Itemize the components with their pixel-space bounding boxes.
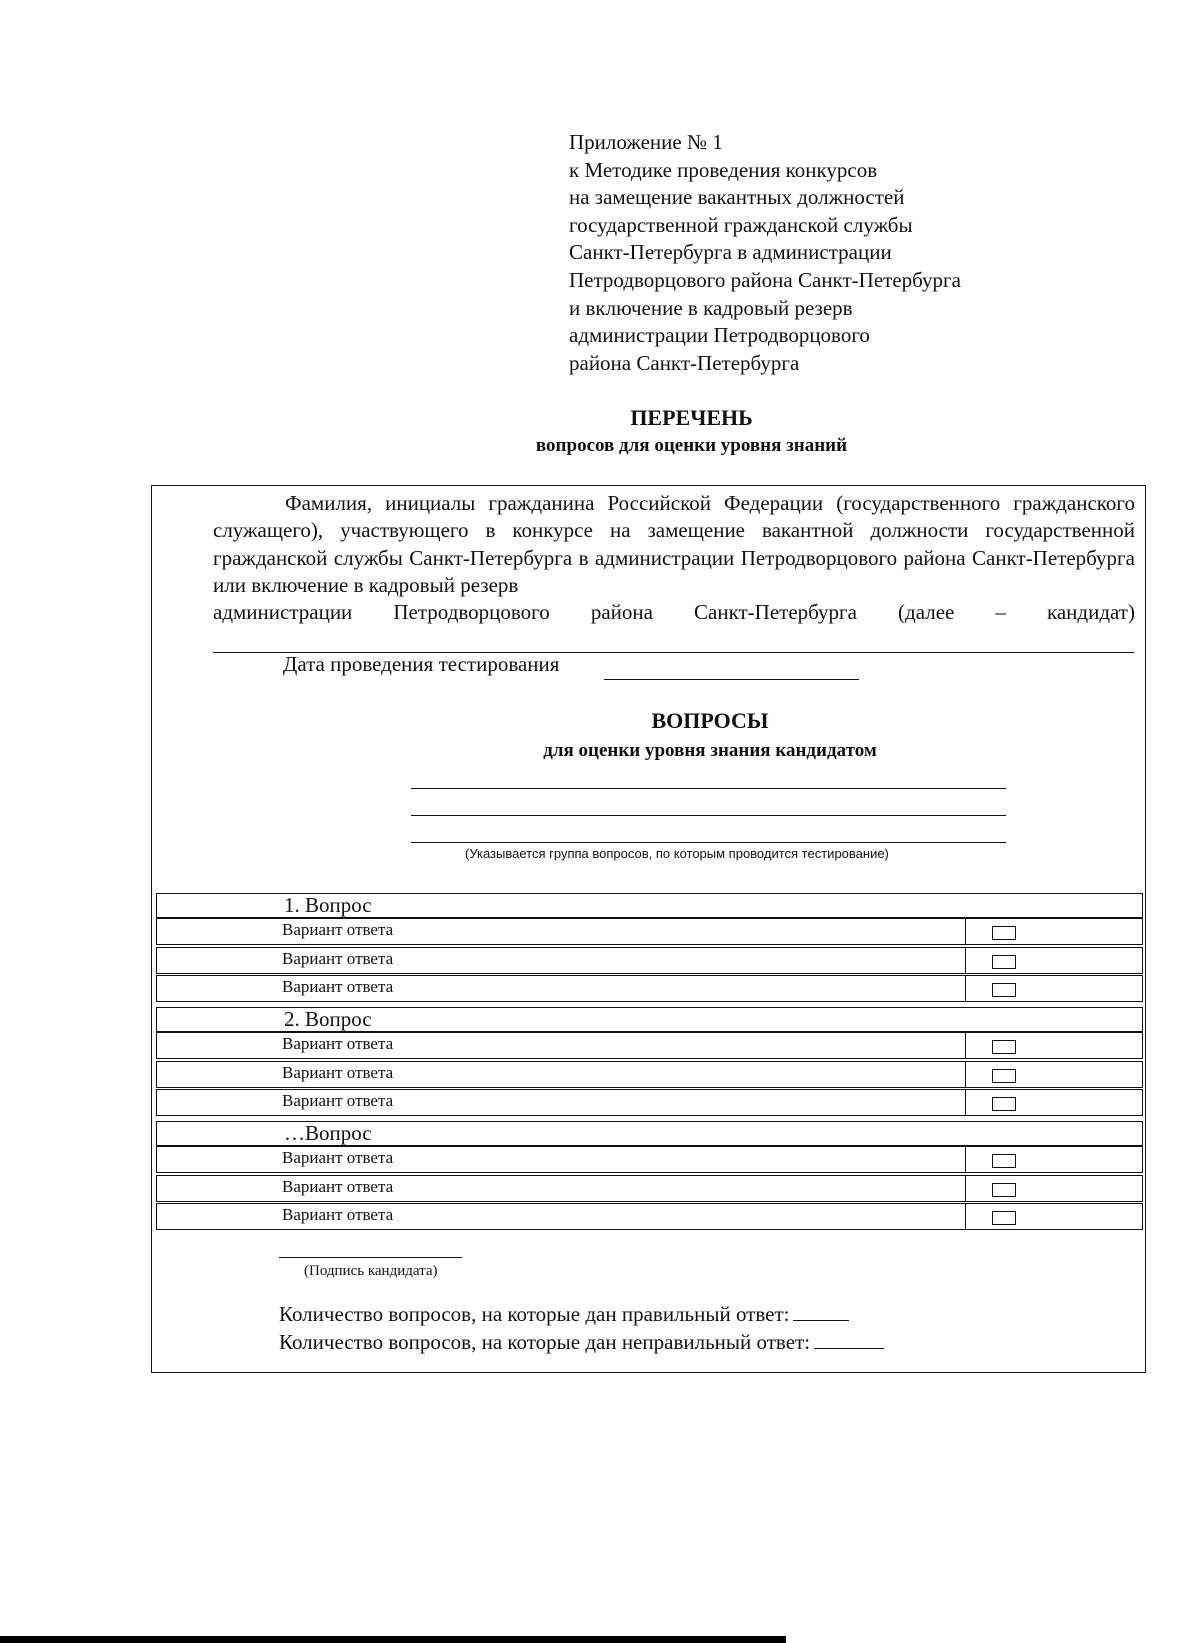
question-group-line[interactable] [411, 842, 1006, 843]
signature-line[interactable] [279, 1257, 462, 1258]
appendix-line: Приложение № 1 [569, 130, 723, 154]
column-divider [965, 1089, 966, 1116]
intro-last-line [213, 599, 1135, 626]
wrong-count-label: Количество вопросов, на которые дан неправильный ответ: [279, 1330, 811, 1354]
appendix-line: и включение в кадровый резерв [569, 295, 853, 320]
appendix-line: к Методике проведения конкурсов [569, 157, 878, 182]
intro-paragraph: Фамилия, инициалы гражданина Российской Федерации (государственного гражданского служащего), участвующего в конкурсе на замещение вакантной должности государственной гражданской службы Санкт-Петербурга в администрации Петродворцового района Санкт-Петербурга или включение в кадровый резерв [213, 491, 1135, 597]
wrong-count-field[interactable] [814, 1330, 884, 1349]
answer-checkbox[interactable] [992, 1097, 1016, 1111]
appendix-line: на замещение вакантных должностей [569, 185, 905, 210]
test-date-line[interactable] [604, 679, 859, 680]
column-divider [965, 1146, 966, 1173]
column-divider [965, 918, 966, 945]
column-divider [965, 975, 966, 1002]
document-title: ПЕРЕЧЕНЬ [630, 405, 753, 430]
wrong-count [279, 1330, 884, 1355]
answer-row [156, 918, 1143, 945]
answer-row [156, 1089, 1143, 1116]
question-label: 2. Вопрос [284, 1007, 372, 1031]
answer-label: Вариант ответа [282, 1177, 394, 1196]
answer-checkbox[interactable] [992, 1154, 1016, 1168]
answer-row [156, 1203, 1143, 1230]
answer-row [156, 1146, 1143, 1173]
question-row [156, 1007, 1143, 1032]
appendix-header [569, 129, 1089, 377]
document-subtitle: вопросов для оценки уровня знаний [535, 435, 848, 456]
correct-count-field[interactable] [793, 1302, 849, 1321]
answer-checkbox[interactable] [992, 926, 1016, 940]
questions-title: ВОПРОСЫ [651, 708, 769, 733]
candidate-intro [213, 490, 1135, 626]
test-date [283, 652, 559, 677]
answer-label: Вариант ответа [282, 1063, 394, 1082]
answer-row [156, 1061, 1143, 1088]
answer-checkbox[interactable] [992, 1069, 1016, 1083]
appendix-line: Санкт-Петербурга в администрации [569, 240, 892, 265]
answer-label: Вариант ответа [282, 977, 394, 996]
test-date-label: Дата проведения тестирования [283, 652, 560, 676]
intro-word: района [590, 600, 653, 625]
intro-word: – [995, 600, 1006, 625]
column-divider [965, 1032, 966, 1059]
question-group-line[interactable] [411, 815, 1006, 816]
answer-row [156, 1032, 1143, 1059]
answer-label: Вариант ответа [282, 1091, 394, 1110]
answer-row [156, 947, 1143, 974]
answer-checkbox[interactable] [992, 983, 1016, 997]
intro-word: кандидат) [1046, 600, 1135, 625]
answer-checkbox[interactable] [992, 1183, 1016, 1197]
intro-word: (далее [898, 600, 955, 625]
question-group-line[interactable] [411, 788, 1006, 789]
appendix-line: государственной гражданской службы [569, 212, 913, 237]
question-row [156, 1121, 1143, 1146]
answer-checkbox[interactable] [992, 1211, 1016, 1225]
answer-label: Вариант ответа [282, 920, 394, 939]
answer-checkbox[interactable] [992, 1040, 1016, 1054]
correct-count [279, 1302, 849, 1327]
appendix-line: администрации Петродворцового [569, 323, 870, 348]
signature-caption: (Подпись кандидата) [304, 1263, 438, 1279]
answer-row [156, 1175, 1143, 1202]
column-divider [965, 1175, 966, 1202]
appendix-line: района Санкт-Петербурга [569, 350, 800, 375]
question-row [156, 893, 1143, 918]
intro-word: администрации [213, 600, 353, 625]
scan-edge-artifact [0, 1636, 786, 1643]
questions-subtitle: для оценки уровня знания кандидатом [543, 740, 877, 761]
answer-label: Вариант ответа [282, 1205, 394, 1224]
question-group-note: (Указывается группа вопросов, по которым проводится тестирование) [465, 846, 889, 861]
intro-word: Петродворцового [393, 600, 550, 625]
answer-row [156, 975, 1143, 1002]
answer-label: Вариант ответа [282, 949, 394, 968]
column-divider [965, 1203, 966, 1230]
answer-label: Вариант ответа [282, 1034, 394, 1053]
question-label: …Вопрос [284, 1121, 372, 1145]
intro-word: Санкт-Петербурга [694, 600, 857, 625]
column-divider [965, 947, 966, 974]
answer-label: Вариант ответа [282, 1148, 394, 1167]
appendix-line: Петродворцового района Санкт-Петербурга [569, 267, 961, 292]
correct-count-label: Количество вопросов, на которые дан правильный ответ: [279, 1302, 790, 1326]
column-divider [965, 1061, 966, 1088]
question-label: 1. Вопрос [284, 893, 372, 917]
answer-checkbox[interactable] [992, 955, 1016, 969]
